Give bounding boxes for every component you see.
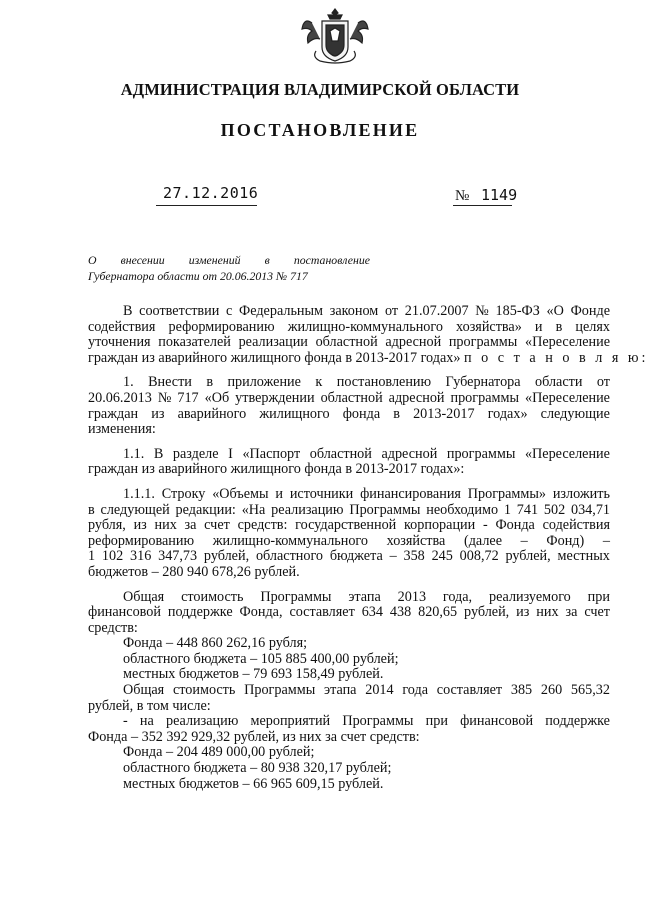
word: Программы <box>244 682 316 699</box>
word: Общая <box>123 682 165 699</box>
word: Программы <box>349 501 421 518</box>
text-line <box>88 714 610 730</box>
word: 2013 <box>397 588 427 605</box>
word: областного <box>255 548 324 565</box>
word: следующей <box>100 501 170 518</box>
word: от <box>384 303 399 319</box>
subject-word: внесении <box>120 253 165 267</box>
word: годах» <box>487 405 528 422</box>
text-line <box>88 375 610 391</box>
subject-word: изменений <box>188 253 241 267</box>
word: необходимо <box>426 501 499 518</box>
word: приложение <box>227 374 301 391</box>
word: 502 <box>543 501 566 518</box>
word: от <box>596 374 610 391</box>
word: 034,71 <box>570 501 610 518</box>
word: 21.07.2007 <box>404 303 469 319</box>
word: В <box>153 445 164 462</box>
word: программы <box>448 334 518 351</box>
word: жилищного <box>259 405 330 422</box>
text-line: средств: <box>88 619 138 636</box>
word: рублей, <box>505 548 551 565</box>
word: 316 <box>130 548 152 565</box>
word: 1.1.1. <box>123 485 155 502</box>
text-line: Фонда – 448 860 262,16 рубля; <box>123 635 308 652</box>
text-line <box>88 391 610 407</box>
word: поддержке <box>167 604 233 621</box>
text-line <box>88 447 610 463</box>
subject-block <box>88 252 370 284</box>
word: реализацию <box>271 501 344 518</box>
word: составляет <box>289 604 355 621</box>
text-line <box>88 518 610 534</box>
text-line <box>88 605 610 621</box>
coat-of-arms-emblem <box>300 5 370 67</box>
word: рублей, <box>203 548 250 565</box>
document-body <box>88 303 648 792</box>
word: «Переселение <box>524 334 610 351</box>
word: (далее <box>463 532 503 549</box>
word: – <box>520 532 528 549</box>
word: рубля, <box>88 517 126 534</box>
word: 634 <box>361 604 383 621</box>
text-line <box>88 304 610 320</box>
text-line <box>88 349 648 367</box>
word: области <box>535 374 583 391</box>
text-line: Фонда – 352 392 929,32 рублей, из них за счет средств: <box>88 728 420 745</box>
word: счет <box>584 604 610 621</box>
word: «Переселение <box>524 445 610 462</box>
word: 1. <box>123 374 134 391</box>
subject-word: в <box>264 253 270 267</box>
word: Внести <box>148 374 192 391</box>
word: государственной <box>295 517 397 534</box>
word: реформированию <box>168 318 275 335</box>
word: 185-ФЗ <box>495 303 540 319</box>
word: 741 <box>516 501 539 518</box>
word: адресной <box>381 445 438 462</box>
word: в <box>555 318 563 335</box>
word: рублей, <box>464 604 510 621</box>
word: составляет <box>436 682 503 699</box>
word: Общая <box>123 588 165 605</box>
word: 008,72 <box>459 548 499 565</box>
word: Фонде <box>570 303 610 319</box>
word: в <box>393 405 400 422</box>
word: «Об <box>204 389 230 406</box>
text-line: Фонда – 204 489 000,00 рублей; <box>123 744 315 761</box>
word: - <box>482 517 488 534</box>
word: этапа <box>348 588 381 605</box>
text-line <box>88 320 610 336</box>
word: 565,32 <box>570 682 610 699</box>
word: соответствии <box>139 303 220 319</box>
subject-word: постановление <box>293 253 370 267</box>
word: программы <box>446 445 516 462</box>
text-line <box>88 590 610 606</box>
word: аварийного <box>177 405 247 422</box>
text-line: бюджетов – 280 940 678,26 рублей. <box>88 563 300 580</box>
text-line: рублей, в том числе: <box>88 697 211 714</box>
word: года, <box>442 588 473 605</box>
word: стоимость <box>181 588 244 605</box>
word: в <box>88 501 95 518</box>
word: Программы <box>260 588 332 605</box>
text-line <box>88 335 610 351</box>
word: «О <box>546 303 564 319</box>
word: Программы» <box>467 485 547 502</box>
number-sign: № <box>455 188 470 204</box>
word: 347,73 <box>158 548 198 565</box>
word: на <box>139 713 154 730</box>
word: утверждении <box>235 389 315 406</box>
word: 2013-2017 <box>413 405 475 422</box>
word: из <box>151 405 165 422</box>
word: – <box>602 532 610 549</box>
word: жилищно-коммунального <box>287 318 443 335</box>
word: стоимость <box>172 682 236 699</box>
word: и <box>275 485 283 502</box>
word: 820,65 <box>418 604 458 621</box>
word: бюджета <box>329 548 383 565</box>
word: редакции: <box>175 501 236 518</box>
word: – <box>389 548 397 565</box>
word: «Переселение <box>524 389 610 406</box>
word: хозяйства» <box>456 318 522 335</box>
word: граждан <box>88 405 139 422</box>
text-line <box>88 487 610 503</box>
word: «На <box>241 501 266 518</box>
word: показателей <box>158 334 231 351</box>
word: местных <box>557 548 610 565</box>
text-line: областного бюджета – 105 885 400,00 рублей; <box>123 650 399 667</box>
word: реализацию <box>165 713 239 730</box>
word: 1.1. <box>123 445 145 462</box>
word: реализуемого <box>488 588 571 605</box>
word: мероприятий <box>250 713 331 730</box>
date-underline <box>156 205 257 206</box>
word: источники <box>289 485 354 502</box>
text-line <box>88 683 610 699</box>
word: года <box>402 682 429 699</box>
word: № <box>157 389 172 406</box>
word: средств: <box>237 517 288 534</box>
word: Фонда <box>495 517 535 534</box>
text-line: граждан из аварийного жилищного фонда в 2013-2017 годах»: <box>88 461 465 478</box>
word: них <box>154 517 177 534</box>
word: из <box>516 604 530 621</box>
word: Фонд) <box>546 532 585 549</box>
word: областной <box>315 334 378 351</box>
word: Федеральным <box>239 303 324 319</box>
word: из <box>133 517 147 534</box>
word: при <box>425 713 448 730</box>
word: изложить <box>552 485 610 502</box>
word: за <box>184 517 197 534</box>
word: 260 <box>540 682 563 699</box>
word: областной <box>320 389 383 406</box>
word: хозяйства <box>386 532 446 549</box>
word: I <box>228 445 233 462</box>
word: них <box>536 604 559 621</box>
word: постановлению <box>336 374 432 391</box>
word: уточнения <box>88 334 151 351</box>
text-line <box>88 534 610 550</box>
word: адресной <box>385 334 442 351</box>
organization-title: АДМИНИСТРАЦИЯ ВЛАДИМИРСКОЙ ОБЛАСТИ <box>120 80 520 99</box>
word: содействия <box>542 517 610 534</box>
word: адресной <box>388 389 445 406</box>
word: финансовой <box>88 604 161 621</box>
word: 385 <box>510 682 533 699</box>
word: «Объемы <box>212 485 269 502</box>
word: финансовой <box>460 713 534 730</box>
word: финансирования <box>360 485 461 502</box>
word: 102 <box>101 548 124 565</box>
text-line: изменения: <box>88 421 156 438</box>
word: целях <box>575 318 610 335</box>
text-line <box>88 503 610 519</box>
word: областной <box>309 445 372 462</box>
text-line: местных бюджетов – 66 965 609,15 рублей. <box>123 775 384 792</box>
word: 2014 <box>365 682 394 699</box>
word: - <box>123 713 128 730</box>
number-underline <box>453 205 512 206</box>
document-date: 27.12.2016 <box>163 184 259 202</box>
word: «Паспорт <box>242 445 301 462</box>
word: реализации <box>238 334 308 351</box>
word: за <box>565 604 578 621</box>
word: счет <box>204 517 230 534</box>
text-segment: граждан из аварийного жилищного фонда в 2013-2017 годах» <box>88 349 461 366</box>
word: и <box>534 318 543 335</box>
text-line: областного бюджета – 80 938 320,17 рублей; <box>123 760 392 777</box>
word: Фонда, <box>239 604 283 621</box>
word: реформированию <box>88 532 195 549</box>
word: разделе <box>172 445 219 462</box>
word: № <box>475 303 489 319</box>
word: поддержке <box>545 713 610 730</box>
word: этапа <box>324 682 357 699</box>
word: жилищно-коммунального <box>212 532 368 549</box>
word: программы <box>450 389 519 406</box>
word: 438 <box>389 604 412 621</box>
resolve-word: п о с т а н о в л я ю: <box>463 349 648 366</box>
word: с <box>226 303 233 319</box>
word: следующие <box>540 405 610 422</box>
word: 358 <box>403 548 425 565</box>
word: корпорации <box>404 517 476 534</box>
document-number: 1149 <box>481 186 518 204</box>
word: законом <box>329 303 379 319</box>
subject-line-2: Губернатора области от 20.06.2013 № 717 <box>88 269 308 283</box>
text-line: местных бюджетов – 79 693 158,49 рублей. <box>123 666 384 683</box>
word: в <box>206 374 214 391</box>
subject-word: О <box>88 253 97 267</box>
word: Строку <box>161 485 206 502</box>
word: 717 <box>177 389 199 406</box>
text-line <box>88 549 610 565</box>
word: 20.06.2013 <box>88 389 152 406</box>
word: Губернатора <box>445 374 521 391</box>
word: В <box>123 303 133 319</box>
document-type-heading: ПОСТАНОВЛЕНИЕ <box>220 120 420 140</box>
subject-line-1 <box>88 252 370 268</box>
text-line <box>88 407 610 423</box>
word: к <box>315 374 323 391</box>
word: фонда <box>342 405 381 422</box>
word: 1 <box>503 501 511 518</box>
word: содействия <box>88 318 156 335</box>
word: при <box>587 588 610 605</box>
word: 1 <box>88 548 96 565</box>
word: Программы <box>342 713 414 730</box>
word: 245 <box>431 548 453 565</box>
